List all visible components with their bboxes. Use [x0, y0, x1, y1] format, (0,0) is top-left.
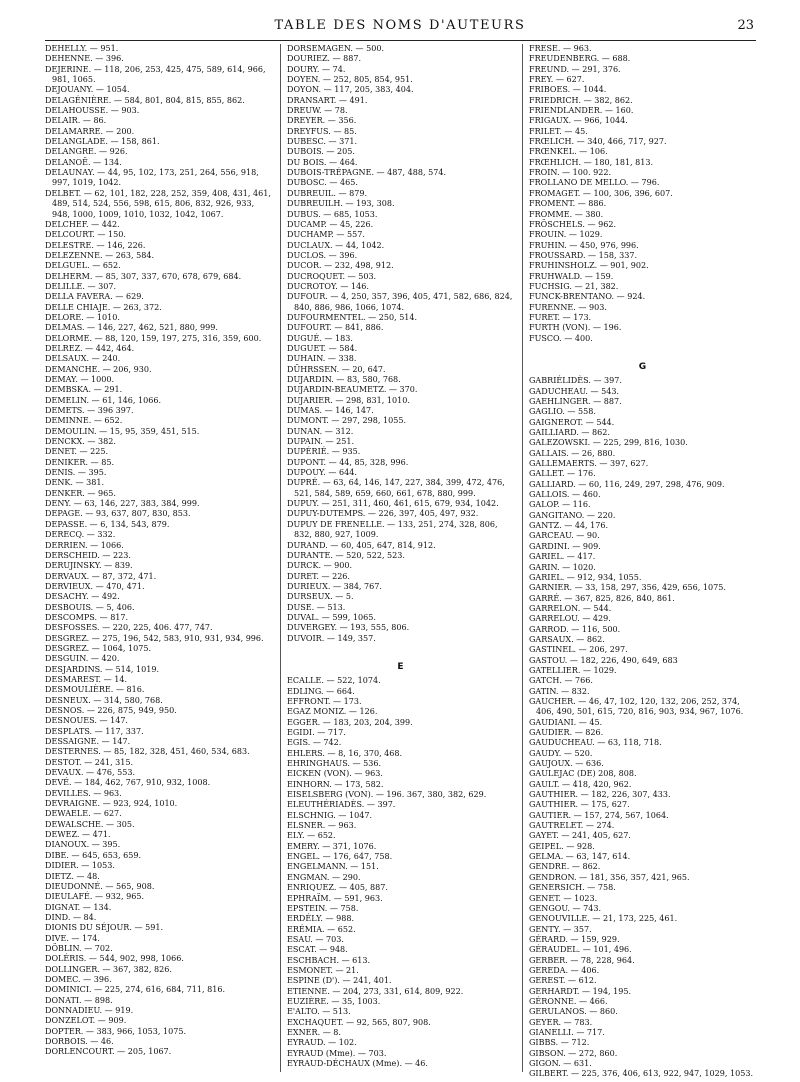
index-entry: GARRELON. — 544. — [529, 603, 612, 613]
index-entry: DEHELLY. — 951. — [45, 44, 119, 53]
index-entry: GAUDIANI. — 45. — [529, 717, 603, 727]
index-entry: GALLET. — 176. — [529, 469, 596, 479]
index-entry: EISELSBERG (VON). — 196. 367, 380, 382, 629. — [287, 790, 487, 800]
index-entry: DESTERNES. — 85, 182, 328, 451, 460, 534, 683. — [45, 747, 250, 757]
index-columns — [45, 44, 756, 1079]
index-entry: GENERSICH. — 758. — [529, 883, 616, 893]
index-entry: GAUDIER. — 826. — [529, 728, 604, 737]
index-entry: DEPASSE. — 6, 134, 543, 879. — [45, 519, 170, 529]
index-entry: EDLING. — 664. — [287, 686, 355, 696]
index-entry: GENDRE. — 862. — [529, 862, 601, 872]
index-entry: DUGUÉ. — 183. — [287, 333, 353, 343]
index-entry: DENCKX. — 382. — [45, 437, 116, 447]
index-entry: DUCHAMP. — 557. — [287, 230, 365, 240]
index-entry: GATIN. — 832. — [529, 686, 590, 696]
index-entry: DELCOURT. — 150. — [45, 230, 126, 240]
index-entry: DUMONT. — 297, 298, 1055. — [287, 416, 407, 426]
index-entry: FRIENDLANDER. — 160. — [529, 106, 634, 116]
index-entry: FROMENT. — 886. — [529, 199, 607, 209]
index-entry: GALEZOWSKI. — 225, 299, 816, 1030. — [529, 438, 688, 448]
index-entry: ENRIQUEZ. — 405, 887. — [287, 883, 388, 893]
column-divider — [280, 44, 281, 1072]
index-entry: ENGMAN. — 290. — [287, 872, 361, 882]
index-entry: DUMAS. — 146, 147. — [287, 406, 374, 416]
index-entry: FROLLANO DE MELLO. — 796. — [529, 178, 660, 188]
index-entry: DELREZ. — 442, 464. — [45, 343, 135, 353]
index-entry: DUBREUILH. — 193, 308. — [287, 199, 395, 209]
index-entry: DÜHRSSEN. — 20, 647. — [287, 364, 386, 374]
index-entry: FRUHWALD. — 159. — [529, 271, 614, 281]
index-entry: DURIEUX. — 384, 767. — [287, 581, 382, 591]
index-entry: DENY. — 63, 146, 227, 383, 384, 999. — [45, 499, 200, 509]
index-entry: GIANELLI. — 717. — [529, 1027, 605, 1037]
index-entry: DEVRAIGNE. — 923, 924, 1010. — [45, 799, 178, 809]
index-entry: DEPAGE. — 93, 637, 807, 830, 853. — [45, 509, 191, 519]
running-head — [0, 16, 800, 36]
index-entry: FREY. — 627. — [529, 75, 585, 85]
index-entry: GATELLIER. — 1029. — [529, 665, 617, 675]
index-entry: EXCHAQUET. — 92, 565, 807, 908. — [287, 1017, 431, 1027]
index-entry: ERDÉLY. — 988. — [287, 914, 354, 924]
index-entry: DESGREZ. — 275, 196, 542, 583, 910, 931, 934, 996. — [45, 633, 264, 643]
index-entry: FRESE. — 963. — [529, 44, 592, 53]
index-entry: EYRAUD-DÉCHAUX (Mme). — 46. — [287, 1059, 428, 1068]
index-entry: DELORME. — 88, 120, 159, 197, 275, 316, 359, 600. — [45, 333, 262, 343]
index-entry: FROUIN. — 1029. — [529, 230, 603, 240]
index-entry: DUJARDIN-BEAUMETZ. — 370. — [287, 385, 418, 395]
index-entry: GAUTHIER. — 182, 226, 307, 433. — [529, 790, 671, 800]
index-entry: GEREDA. — 406. — [529, 965, 600, 975]
index-entry: DELANOË. — 134. — [45, 157, 122, 167]
index-entry: DORLENCOURT. — 205, 1067. — [45, 1047, 172, 1057]
index-entry: DELGUEL. — 652. — [45, 261, 121, 271]
index-entry: DOMINICI. — 225, 274, 616, 684, 711, 816. — [45, 985, 226, 995]
index-entry: DOURIEZ. — 887. — [287, 54, 362, 64]
index-entry: DUBOIS. — 205. — [287, 147, 355, 157]
index-entry: DELAGÉNIÈRE. — 584, 801, 804, 815, 855, 862. — [45, 95, 245, 105]
letter-heading: G — [638, 361, 647, 372]
index-entry: DUFOURT. — 841, 886. — [287, 323, 384, 333]
index-entry: DEJERINE. — 118, 206, 253, 425, 475, 589, 614, 966, 981, 1065. — [45, 64, 266, 85]
index-entry: ENGELMANN. — 151. — [287, 862, 379, 872]
index-entry: GAYET. — 241, 405, 627. — [529, 831, 631, 841]
index-entry: EYRAUD. — 102. — [287, 1038, 357, 1048]
index-entry: DIBE. — 645, 653, 659. — [45, 850, 142, 860]
index-entry: DEMOULIN. — 15, 95, 359, 451, 515. — [45, 426, 200, 436]
index-entry: DERVIEUX. — 470, 471. — [45, 581, 145, 591]
index-entry: DOLÉRIS. — 544, 902, 998, 1066. — [45, 954, 184, 964]
index-entry: DOLLINGER. — 367, 382, 826. — [45, 964, 172, 974]
index-entry: DUBUS. — 685, 1053. — [287, 209, 378, 219]
index-entry: GAUTHIER. — 175, 627. — [529, 800, 630, 810]
index-entry: DEWEZ. — 471. — [45, 830, 111, 840]
index-entry: GARRÉ. — 367, 825, 826, 840, 861. — [529, 593, 675, 603]
index-entry: GÉRARD. — 159, 929. — [529, 934, 620, 944]
index-entry: GAEHLINGER. — 887. — [529, 397, 622, 406]
index-entry: GIBBS. — 712. — [529, 1038, 590, 1048]
index-entry: GAUDY. — 520. — [529, 748, 593, 758]
index-entry: FROUSSARD. — 158, 337. — [529, 250, 638, 260]
index-entry: DUPOUY. — 644. — [287, 468, 357, 478]
index-entry: DELAUNAY. — 44, 95, 102, 173, 251, 264, 556, 918, 997, 1019, 1042. — [45, 168, 259, 188]
index-entry: DELANGLADE. — 158, 861. — [45, 137, 160, 147]
index-entry: DESFOSSES. — 220, 225, 406. 477, 747. — [45, 623, 213, 633]
index-entry: GERHARDT. — 194, 195. — [529, 986, 631, 996]
index-entry: DUGUET. — 584. — [287, 343, 358, 353]
index-entry: GANGITANO. — 220. — [529, 510, 616, 520]
index-column-1 — [45, 44, 272, 1072]
index-entry: DUCROQUET. — 503. — [287, 271, 377, 281]
index-entry: DOPTER. — 383, 966, 1053, 1075. — [45, 1026, 187, 1036]
index-entry: DIVE. — 174. — [45, 933, 100, 943]
index-entry: DOYEN. — 252, 805, 854, 951. — [287, 75, 413, 85]
index-entry: EGIDI. — 717. — [287, 728, 346, 737]
index-entry: GAULT. — 418, 420, 962. — [529, 779, 632, 789]
index-entry: GEIPEL. — 928. — [529, 841, 595, 851]
index-entry: DESPLATS. — 117, 337. — [45, 726, 144, 736]
index-entry: DENK. — 381. — [45, 478, 105, 488]
index-entry: FUSCO. — 400. — [529, 333, 593, 343]
index-entry: FRŒLICH. — 340, 466, 717, 927. — [529, 137, 667, 147]
index-entry: DESBOUIS. — 5, 406. — [45, 602, 135, 612]
index-entry: GAUTRELET. — 274. — [529, 821, 615, 831]
index-entry: DEVILLES. — 963. — [45, 788, 122, 798]
index-entry: FURTH (VON). — 196. — [529, 323, 622, 333]
index-entry: FUNCK-BRENTANO. — 924. — [529, 292, 646, 302]
index-entry: DESNEUX. — 314, 580, 768. — [45, 695, 163, 705]
index-entry: DUJARIER. — 298, 831, 1010. — [287, 395, 410, 405]
index-entry: DIEULAFÉ. — 932, 965. — [45, 892, 145, 902]
index-entry: DERECQ. — 332. — [45, 530, 116, 540]
index-entry: DIETZ. — 48. — [45, 871, 100, 881]
index-entry: DEMANCHE. — 206, 930. — [45, 364, 152, 374]
index-entry: GEREST. — 612. — [529, 976, 597, 986]
index-entry: GEYER. — 783. — [529, 1017, 593, 1027]
index-entry: GAUCHER. — 46, 47, 102, 120, 132, 206, 252, 374, 406, 490, 501, 615, 720, 816, 903, 934, 967, 1076. — [529, 696, 744, 717]
index-entry: DEJOUANY. — 1054. — [45, 85, 130, 95]
index-entry: ELY. — 652. — [287, 831, 336, 841]
index-entry: DESSAIGNE. — 147. — [45, 737, 131, 747]
index-entry: GALOP. — 116. — [529, 500, 591, 510]
index-entry: DERRIEN. — 1066. — [45, 540, 124, 550]
index-entry: DELSAUX. — 240. — [45, 354, 121, 364]
index-entry: DUBREUIL. — 879. — [287, 188, 368, 198]
index-entry: GENTY. — 357. — [529, 924, 592, 934]
index-entry: DELLE CHIAJE. — 263, 372. — [45, 302, 162, 312]
index-entry: FRUHINSHOLZ. — 901, 902. — [529, 261, 649, 271]
index-entry: DIONIS DU SÉJOUR. — 591. — [45, 923, 163, 933]
index-entry: EINHORN. — 173, 582. — [287, 779, 384, 789]
index-entry: GERULANOS. — 860. — [529, 1007, 618, 1017]
index-column-2 — [287, 44, 514, 1072]
index-entry: DUPONT. — 44, 85, 328, 996. — [287, 457, 409, 467]
index-entry: GALLEMAERTS. — 397, 627. — [529, 459, 649, 469]
index-entry: GASTOU. — 182, 226, 490, 649, 683 — [529, 655, 678, 665]
index-entry: GENET. — 1023. — [529, 893, 598, 903]
index-entry: DUPUY DE FRENELLE. — 133, 251, 274, 328, 806, 832, 880, 927, 1009. — [287, 519, 498, 540]
index-entry: DRANSART. — 491. — [287, 95, 368, 105]
index-entry: FRILET. — 45. — [529, 126, 588, 136]
index-entry: DREUW. — 78. — [287, 106, 348, 116]
index-entry: FURET. — 173. — [529, 312, 592, 322]
index-entry: DELLA FAVERA. — 629. — [45, 292, 144, 302]
index-entry: DIGNAT. — 134. — [45, 902, 112, 912]
index-entry: ECALLE. — 522, 1074. — [287, 676, 381, 686]
index-entry: FRŒNKEL. — 106. — [529, 147, 608, 157]
index-entry: DUSE. — 513. — [287, 602, 346, 612]
page-number: 23 — [737, 18, 754, 33]
index-entry: GAILLIARD. — 862. — [529, 428, 610, 438]
index-entry: DURAND. — 60, 405, 647, 814, 912. — [287, 540, 436, 550]
index-entry: DELANGRE. — 926. — [45, 147, 128, 157]
index-entry: FROIN. — 100. 922. — [529, 168, 612, 178]
index-entry: DERVAUX. — 87, 372, 471. — [45, 571, 157, 581]
index-entry: DESCOMPS. — 817. — [45, 612, 129, 622]
index-entry: DUFOUR. — 4, 250, 357, 396, 405, 471, 582, 686, 824, 840, 886, 986, 1066, 1074. — [287, 292, 513, 312]
index-entry: DORBOIS. — 46. — [45, 1037, 114, 1046]
index-entry: E'ALTO. — 513. — [287, 1007, 351, 1017]
index-entry: FURENNE. — 903. — [529, 302, 607, 312]
index-entry: DELILLE. — 307. — [45, 281, 117, 291]
page-title: TABLE DES NOMS D'AUTEURS — [274, 18, 526, 33]
index-entry: EGGER. — 183, 203, 204, 399. — [287, 717, 413, 727]
index-entry: ESAU. — 703. — [287, 934, 344, 944]
index-entry: DREYFUS. — 85. — [287, 126, 357, 136]
index-entry: FRUHIN. — 450, 976, 996. — [529, 240, 639, 250]
index-entry: DESMOULIÈRE. — 816. — [45, 685, 145, 695]
index-entry: DUPRÉ. — 63, 64, 146, 147, 227, 384, 399, 472, 476, 521, 584, 589, 659, 660, 661, 678, 880, 999. — [287, 478, 505, 498]
index-entry: GIBSON. — 272, 860. — [529, 1048, 618, 1058]
index-entry: DELEZENNE. — 263, 584. — [45, 250, 155, 260]
index-entry: DUVOIR. — 149, 357. — [287, 633, 376, 643]
index-entry: FREUND. — 291, 376. — [529, 64, 621, 74]
index-entry: GARNIER. — 33, 158, 297, 356, 429, 656, 1075. — [529, 583, 726, 593]
index-entry: GADUCHEAU. — 543. — [529, 386, 620, 396]
index-entry: DERUJINSKY. — 839. — [45, 561, 133, 571]
index-entry: EHRINGHAUS. — 536. — [287, 759, 382, 769]
index-entry: DERSCHEID. — 223. — [45, 550, 131, 560]
index-entry: DESNOUES. — 147. — [45, 716, 128, 726]
index-entry: FROMAGET. — 100, 306, 396, 607. — [529, 188, 673, 198]
index-entry: GANTZ. — 44, 176. — [529, 521, 609, 531]
index-entry: ELSNER. — 963. — [287, 821, 357, 831]
index-entry: ETIENNE. — 204, 273, 331, 614, 809, 922. — [287, 986, 464, 996]
index-entry: DEMINNE. — 652. — [45, 416, 123, 426]
index-entry: ESCHBACH. — 613. — [287, 955, 371, 965]
index-entry: GAULEJAC (DE) 208, 808. — [529, 769, 637, 779]
index-entry: EGIS. — 742. — [287, 738, 342, 748]
index-entry: FUCHSIG. — 21, 382. — [529, 281, 619, 291]
index-entry: GARROD. — 116, 500. — [529, 624, 621, 634]
index-column-3 — [529, 44, 756, 1079]
index-entry: GARDINI. — 909. — [529, 541, 601, 551]
index-entry: DIND. — 84. — [45, 912, 97, 922]
index-entry: DUNAN. — 312. — [287, 426, 354, 436]
index-entry: DUVERGEY. — 193, 555, 806. — [287, 623, 410, 633]
index-entry: FRIBOES. — 1044. — [529, 85, 607, 95]
section-gap — [287, 644, 514, 654]
index-entry: ESPINE (D'). — 241, 401. — [287, 976, 392, 986]
index-entry: DUCROTOY. — 146. — [287, 281, 369, 291]
index-entry: ERÉMIA. — 652. — [287, 924, 356, 934]
index-entry: DEWAELE. — 627. — [45, 809, 122, 819]
index-entry: EFFRONT. — 173. — [287, 696, 362, 706]
index-entry: GALLOIS. — 460. — [529, 490, 601, 500]
index-entry: ENGEL. — 176, 647, 758. — [287, 852, 393, 862]
index-entry: GABRIÉLIDÈS. — 397. — [529, 376, 622, 386]
index-entry: GAUJOUX. — 636. — [529, 759, 604, 769]
index-entry: DESNOS. — 226, 875, 949, 950. — [45, 706, 177, 715]
index-entry: EHLERS. — 8, 16, 370, 468. — [287, 748, 403, 758]
index-entry: DUPAIN. — 251. — [287, 437, 355, 447]
index-entry: DEVÉ. — 184, 462, 767, 910, 932, 1008. — [45, 778, 211, 788]
index-entry: EMERY. — 371, 1076. — [287, 841, 377, 851]
index-entry: GILBERT. — 225, 376, 406, 613, 922, 947, 1029, 1053. — [529, 1069, 754, 1079]
index-entry: DELAMARRE. — 200. — [45, 126, 135, 136]
index-entry: DESGREZ. — 1064, 1075. — [45, 643, 152, 653]
index-entry: GARIEL. — 912, 934, 1055. — [529, 572, 642, 582]
index-entry: GENGOU. — 743. — [529, 903, 602, 913]
index-entry: ELEUTHÉRIADÈS. — 397. — [287, 800, 396, 810]
index-entry: DURET. — 226. — [287, 571, 350, 581]
index-entry: FRÖSCHELS. — 962. — [529, 219, 617, 229]
index-entry: DORSEMAGEN. — 500. — [287, 44, 385, 53]
index-entry: EUZIÈRE. — 35, 1003. — [287, 996, 381, 1006]
index-entry: DOMEC. — 396. — [45, 974, 112, 984]
index-entry: EYRAUD (Mme). — 703. — [287, 1048, 387, 1058]
index-entry: DELORE. — 1010. — [45, 312, 120, 322]
index-entry: DEWALSCHE. — 305. — [45, 819, 135, 829]
index-entry: GIGON. — 631. — [529, 1059, 592, 1068]
index-entry: DONNADIEU. — 919. — [45, 1005, 134, 1015]
index-entry: GÉRAUDEL. — 101, 496. — [529, 945, 632, 955]
index-entry: DÖBLIN. — 702. — [45, 943, 113, 953]
index-entry: DUHAIN. — 338. — [287, 354, 357, 364]
index-entry: DELAHOUSSE. — 903. — [45, 106, 140, 116]
index-entry: DENKER. — 965. — [45, 488, 116, 498]
index-entry: EPHRAÏM. — 591, 963. — [287, 893, 383, 903]
index-entry: DIANOUX. — 395. — [45, 840, 121, 850]
index-entry: DELAIR. — 86. — [45, 116, 107, 126]
index-entry: GARIN. — 1020. — [529, 562, 596, 572]
index-entry: DEMAY. — 1000. — [45, 375, 115, 384]
index-entry: DURSEUX. — 5. — [287, 592, 354, 602]
index-entry: ESMONET. — 21. — [287, 965, 359, 975]
index-entry: GARIEL. — 417. — [529, 552, 596, 562]
index-entry: DESJARDINS. — 514, 1019. — [45, 664, 160, 674]
index-entry: DEMELIN. — 61, 146, 1066. — [45, 395, 162, 405]
index-entry: ESCAT. — 948. — [287, 945, 348, 955]
index-entry: GALLAIS. — 26, 880. — [529, 448, 616, 458]
index-entry: GARCEAU. — 90. — [529, 531, 600, 541]
index-entry: DURCK. — 900. — [287, 561, 353, 571]
index-entry: DEMETS. — 396 397. — [45, 406, 134, 416]
index-entry: DREYER. — 356. — [287, 116, 357, 126]
index-entry: GARRELOU. — 429. — [529, 614, 611, 624]
index-entry: DUFOURMENTEL. — 250, 514. — [287, 312, 418, 322]
index-entry: DENIS. — 395. — [45, 468, 107, 478]
index-entry: GAGLIO. — 558. — [529, 407, 596, 417]
index-entry: FRIEDRICH. — 382, 862. — [529, 95, 633, 105]
index-entry: DUPUY. — 251, 311, 460, 461, 615, 679, 934, 1042. — [287, 499, 499, 509]
index-entry: DENIKER. — 85. — [45, 457, 115, 467]
index-entry: DONATI. — 898. — [45, 995, 113, 1005]
index-entry: DEMBSKA. — 291. — [45, 385, 123, 395]
index-entry: GERBER. — 78, 228, 964. — [529, 955, 635, 965]
index-entry: DIDIER. — 1053. — [45, 861, 115, 871]
index-entry: DUVAL. — 599, 1065. — [287, 612, 376, 622]
index-entry: DESMAREST. — 14. — [45, 674, 128, 684]
index-entry: DELESTRE. — 146, 226. — [45, 240, 146, 250]
index-entry: GATCH. — 766. — [529, 676, 593, 686]
index-entry: DELBET. — 62, 101, 182, 228, 252, 359, 408, 431, 461, 489, 514, 524, 556, 598, 615, 806, 832, 926, 933, 948, 1000, 1009, 1010, 1032, 1042, 1067. — [45, 188, 271, 219]
index-entry: DEHENNE. — 396. — [45, 54, 124, 64]
index-entry: EGAZ MONIZ. — 126. — [287, 707, 378, 717]
index-entry: FREUDENBERG. — 688. — [529, 54, 631, 64]
letter-heading: E — [397, 661, 404, 672]
index-entry: DUCLAUX. — 44, 1042. — [287, 240, 385, 250]
index-entry: DUCOR. — 232, 498, 912. — [287, 261, 394, 271]
index-entry: DUCLOS. — 396. — [287, 250, 358, 260]
index-entry: DESTOT. — 241, 315. — [45, 757, 134, 767]
index-entry: DOURY. — 74. — [287, 64, 346, 74]
column-divider — [522, 44, 523, 1072]
index-entry: FRŒHLICH. — 180, 181, 813. — [529, 157, 654, 167]
index-entry: DELCHEF. — 442. — [45, 219, 120, 229]
index-entry: GARSAUX. — 862. — [529, 634, 605, 644]
index-entry: DELHERM. — 85, 307, 337, 670, 678, 679, 684. — [45, 271, 242, 281]
index-entry: DURANTE. — 520, 522, 523. — [287, 550, 405, 560]
index-entry: GENDRON. — 181, 356, 357, 421, 965. — [529, 872, 690, 882]
index-entry: DUBESC. — 371. — [287, 137, 358, 147]
index-entry: FRIGAUX. — 966, 1044. — [529, 116, 628, 126]
index-entry: DESGUIN. — 420. — [45, 654, 120, 664]
index-entry: ELSCHNIG. — 1047. — [287, 810, 373, 820]
index-entry: GAUDUCHEAU. — 63, 118, 718. — [529, 738, 662, 748]
index-entry: EICKEN (VON). — 963. — [287, 769, 383, 779]
index-entry: DIEUDONNÉ. — 565, 908. — [45, 881, 155, 891]
index-entry: DUJARDIN. — 83, 580, 768. — [287, 375, 401, 384]
index-entry: DU BOIS. — 464. — [287, 157, 358, 167]
index-entry: DUCAMP. — 45, 226. — [287, 219, 374, 229]
index-entry: DESACHY. — 492. — [45, 592, 120, 602]
index-entry: DEVAUX. — 476, 553. — [45, 768, 136, 778]
index-entry: GÉRONNE. — 466. — [529, 996, 608, 1006]
index-entry: GASTINEL. — 206, 297. — [529, 645, 628, 655]
index-entry: DUPÉRIÉ. — 935. — [287, 447, 361, 457]
index-entry: EXNER. — 8. — [287, 1027, 341, 1037]
index-entry: DUPUY-DUTEMPS. — 226, 397, 405, 497, 932. — [287, 509, 479, 519]
index-entry: DONZELOT. — 909. — [45, 1016, 127, 1026]
index-entry: EPSTEIN. — 758. — [287, 903, 359, 913]
index-entry: GELMA. — 63, 147, 614. — [529, 852, 631, 862]
index-entry: GENOUVILLE. — 21, 173, 225, 461. — [529, 914, 678, 924]
header-rule — [45, 40, 756, 41]
index-entry: DELMAS. — 146, 227, 462, 521, 880, 999. — [45, 323, 218, 333]
index-entry: DUBOSC. — 465. — [287, 178, 358, 188]
index-entry: DOYON. — 117, 205, 383, 404. — [287, 85, 414, 95]
index-entry: GALLIARD. — 60, 116, 249, 297, 298, 476, 909. — [529, 479, 725, 489]
index-entry: GAUTIER. — 157, 274, 567, 1064. — [529, 810, 669, 820]
index-entry: FROMME. — 380. — [529, 209, 604, 219]
index-entry: DENET. — 225. — [45, 447, 109, 457]
index-entry: DUBOIS-TRÉPAGNE. — 487, 488, 574. — [287, 168, 447, 178]
index-entry: GAIGNEROT. — 544. — [529, 417, 615, 427]
section-gap — [529, 344, 756, 354]
